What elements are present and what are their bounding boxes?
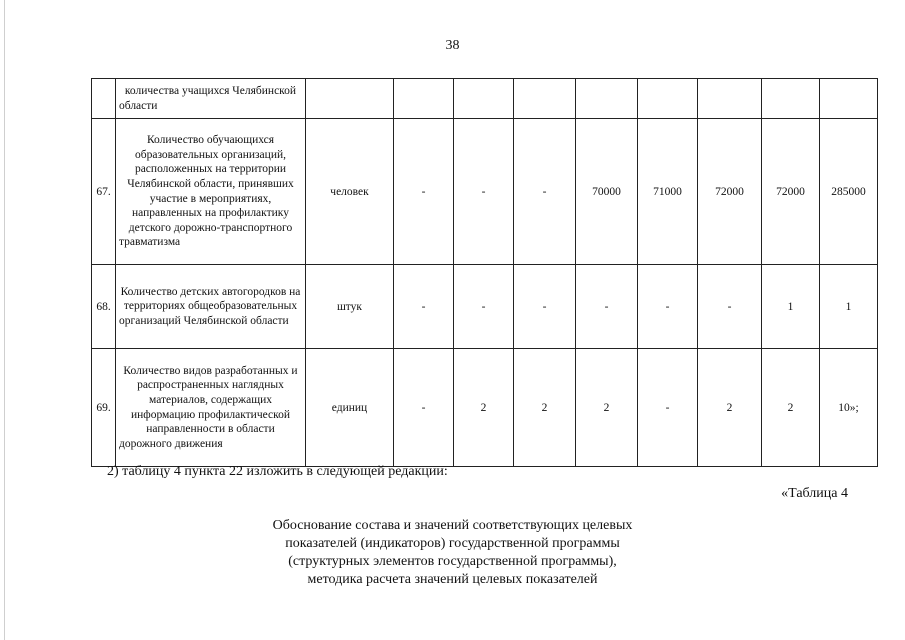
- unit-cell: человек: [306, 119, 394, 265]
- table-row: [92, 349, 878, 467]
- value-cell: -: [454, 265, 514, 349]
- indicators-table: [91, 78, 878, 467]
- value-cell: [576, 79, 638, 119]
- value-cell: [514, 79, 576, 119]
- value-cell: 2: [762, 349, 820, 467]
- value-cell: -: [638, 265, 698, 349]
- unit-cell: [306, 79, 394, 119]
- value-cell: 2: [576, 349, 638, 467]
- value-cell: 2: [698, 349, 762, 467]
- value-cell: -: [394, 119, 454, 265]
- table-heading: [0, 517, 905, 589]
- indicator-name: Количество видов разработанных и распространенных наглядных материалов, содержащих информацию профилактической направленности в области дорожного движения: [116, 349, 306, 467]
- indicator-name: количества учащихся Челябинской области: [116, 79, 306, 119]
- row-number: [92, 79, 116, 119]
- row-number: 67.: [92, 119, 116, 265]
- indicator-name: Количество детских автогородков на территориях общеобразовательных организаций Челябинской области: [116, 265, 306, 349]
- value-cell: -: [394, 265, 454, 349]
- unit-cell: единиц: [306, 349, 394, 467]
- value-cell: [454, 79, 514, 119]
- value-cell: -: [576, 265, 638, 349]
- value-cell: 72000: [762, 119, 820, 265]
- value-cell: -: [394, 349, 454, 467]
- value-cell: 285000: [820, 119, 878, 265]
- heading-line: Обоснование состава и значений соответствующих целевых: [272, 518, 633, 533]
- indicator-name: Количество обучающихся образовательных организаций, расположенных на территории Челябинской области, принявших участие в мероприятиях, направленных на профилактику детского дорожно-транспортного травматизма: [116, 119, 306, 265]
- unit-cell: штук: [306, 265, 394, 349]
- page-number: 38: [445, 38, 460, 53]
- value-cell: 1: [762, 265, 820, 349]
- value-cell: -: [638, 349, 698, 467]
- row-number: 68.: [92, 265, 116, 349]
- value-cell: [638, 79, 698, 119]
- heading-line: (структурных элементов государственной программы),: [288, 554, 617, 569]
- value-cell: [820, 79, 878, 119]
- value-cell: -: [698, 265, 762, 349]
- value-cell: 10»;: [820, 349, 878, 467]
- value-cell: -: [454, 119, 514, 265]
- value-cell: [698, 79, 762, 119]
- value-cell: 70000: [576, 119, 638, 265]
- value-cell: 1: [820, 265, 878, 349]
- instruction-text: 2) таблицу 4 пункта 22 изложить в следующей редакции:: [107, 464, 448, 479]
- table-row: [92, 119, 878, 265]
- table-row: [92, 265, 878, 349]
- heading-line: методика расчета значений целевых показателей: [307, 572, 598, 587]
- table-row: [92, 79, 878, 119]
- table-caption: «Таблица 4: [781, 486, 848, 501]
- value-cell: [762, 79, 820, 119]
- value-cell: 2: [454, 349, 514, 467]
- value-cell: -: [514, 119, 576, 265]
- value-cell: 72000: [698, 119, 762, 265]
- value-cell: 2: [514, 349, 576, 467]
- value-cell: -: [514, 265, 576, 349]
- value-cell: 71000: [638, 119, 698, 265]
- row-number: 69.: [92, 349, 116, 467]
- heading-line: показателей (индикаторов) государственной программы: [285, 536, 620, 551]
- value-cell: [394, 79, 454, 119]
